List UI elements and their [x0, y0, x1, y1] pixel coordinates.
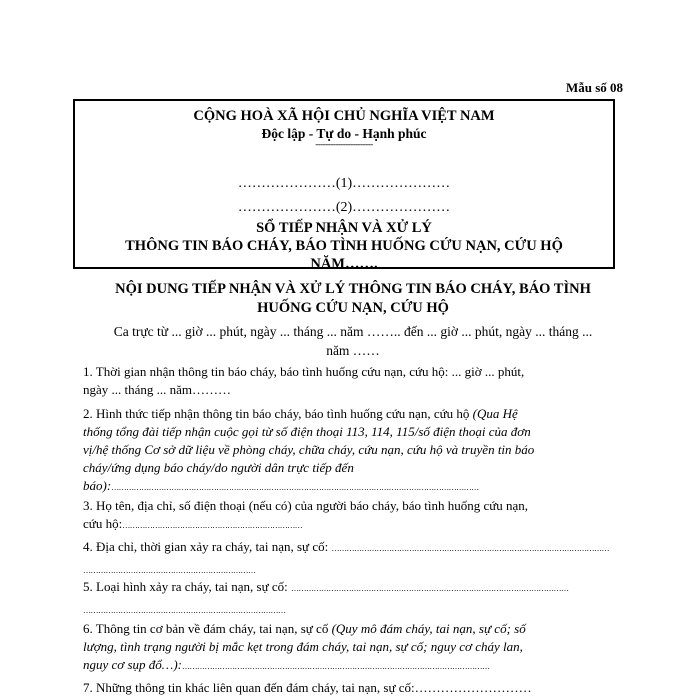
item-3-line1: 3. Họ tên, địa chỉ, số điện thoại (nếu có) của người báo cháy, báo tình huống cứu nạn, — [83, 498, 529, 513]
item-4-line2: …………………………………………………………… — [83, 566, 256, 575]
item-5 — [83, 578, 623, 620]
shift-line — [83, 322, 623, 360]
item-2 — [83, 405, 623, 497]
content-title-line2: HUỐNG CỨU NẠN, CỨU HỘ — [257, 300, 449, 316]
shift-line1: Ca trực từ ... giờ ... phút, ngày ... tháng ... năm …….. đến ... giờ ... phút, ngày ... tháng ... — [113, 324, 593, 339]
item-3-line2: cứu hộ:……………………………………………………………… — [83, 516, 303, 531]
item-2-line1: 2. Hình thức tiếp nhận thông tin báo cháy, báo tình huống cứu nạn, cứu hộ (Qua Hệ — [83, 406, 518, 421]
item-1-line2: ngày ... tháng ... năm……… — [83, 382, 232, 397]
item-4-line1: 4. Địa chỉ, thời gian xảy ra cháy, tai nạn, sự cố: ………………………………………………………………………………………………… — [83, 539, 609, 554]
item-2-line5: báo):………………………………………………………………………………………………………………………………… — [83, 478, 479, 493]
book-title-line1: SỔ TIẾP NHẬN VÀ XỬ LÝ — [256, 220, 432, 236]
item-5-line2: ……………………………………………………………………… — [83, 606, 286, 615]
form-number: Mẫu số 08 — [565, 80, 623, 95]
country-name: CỘNG HOÀ XÃ HỘI CHỦ NGHĨA VIỆT NAM — [193, 108, 495, 124]
item-4 — [83, 538, 623, 580]
field-2: …………………(2)………………… — [237, 200, 451, 215]
motto-underline: ----------------------- — [315, 139, 373, 149]
item-5-line1: 5. Loại hình xảy ra cháy, tai nạn, sự cố: ………………………………………………………………………………………………… — [83, 579, 569, 594]
item-2-line4: cháy/ứng dụng báo cháy/do người dân trực tiếp đến — [83, 460, 354, 475]
item-2-line2: thống tổng đài tiếp nhận cuộc gọi từ số điện thoại 113, 114, 115/số điện thoại của đơn — [83, 424, 531, 439]
item-7-line1: 7. Những thông tin khác liên quan đến đám cháy, tai nạn, sự cố:……………………… — [83, 680, 532, 695]
content-title-line1: NỘI DUNG TIẾP NHẬN VÀ XỬ LÝ THÔNG TIN BÁO CHÁY, BÁO TÌNH — [115, 281, 591, 297]
item-6-line3: nguy cơ sụp đổ…):…………………………………………………………………………………………………………… — [83, 657, 490, 672]
item-6-line1: 6. Thông tin cơ bản về đám cháy, tai nạn, sự cố (Quy mô đám cháy, tai nạn, sự cố; số — [83, 621, 526, 636]
motto: Độc lập - Tự do - Hạnh phúc — [261, 126, 427, 141]
item-3 — [83, 497, 623, 535]
shift-line2: năm …… — [326, 343, 380, 358]
item-1-line1: 1. Thời gian nhận thông tin báo cháy, báo tình huống cứu nạn, cứu hộ: ... giờ ... phút, — [83, 364, 525, 379]
item-2-line3: vị/hệ thống Cơ sở dữ liệu về phòng cháy, chữa cháy, cứu nạn, cứu hộ và truyền tin báo — [83, 442, 535, 457]
book-year: NĂM……. — [310, 256, 378, 272]
item-6 — [83, 620, 623, 676]
content-title — [83, 280, 623, 318]
item-6-line2: lượng, tình trạng người bị mắc kẹt trong đám cháy, tai nạn, sự cố; nguy cơ cháy lan, — [83, 639, 523, 654]
book-title-line2: THÔNG TIN BÁO CHÁY, BÁO TÌNH HUỐNG CỨU NẠN, CỨU HỘ — [125, 238, 563, 254]
item-7 — [83, 679, 623, 697]
header-box — [73, 99, 615, 272]
field-1: …………………(1)………………… — [237, 176, 451, 191]
item-1 — [83, 363, 623, 399]
